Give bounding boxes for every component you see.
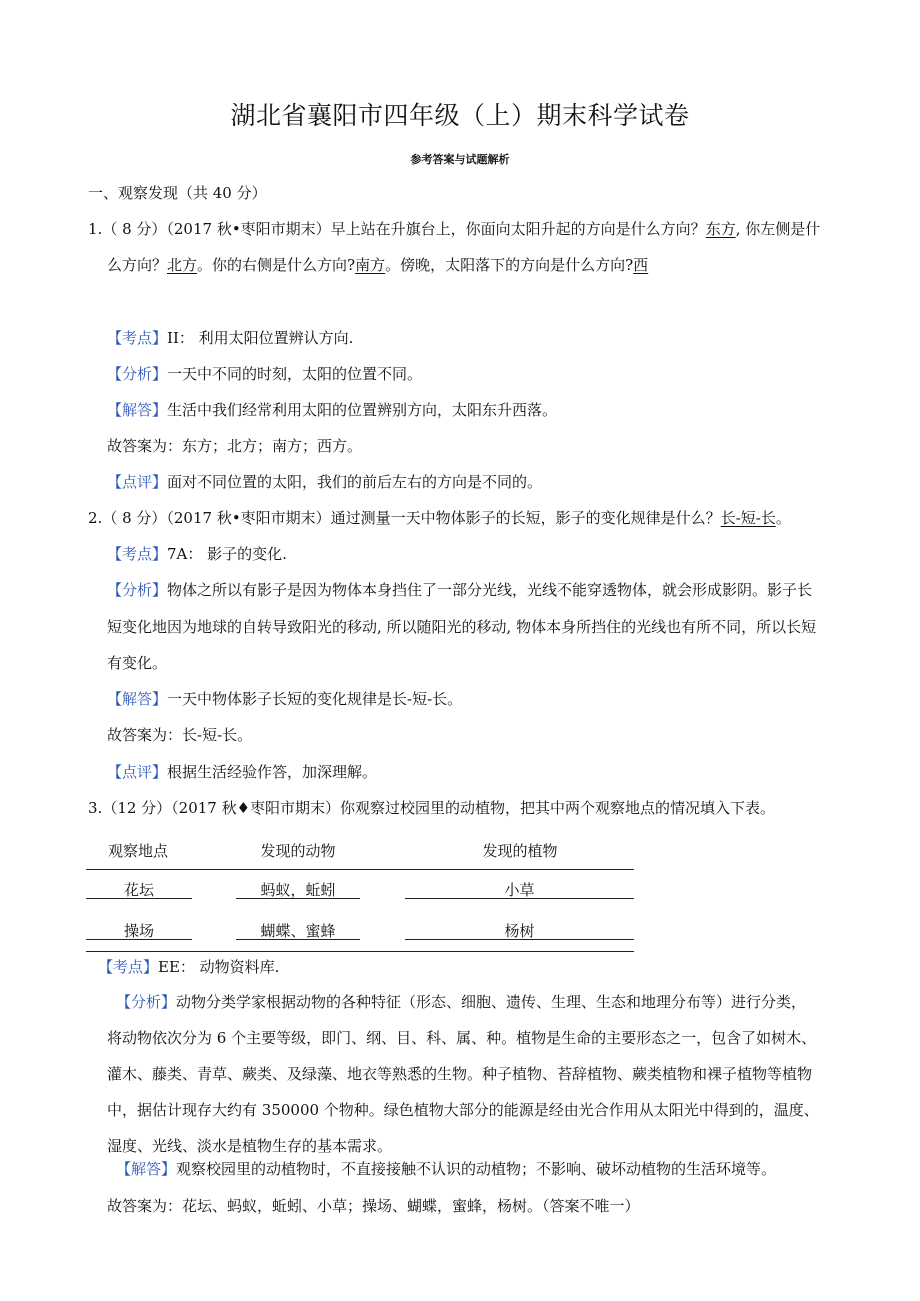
table-cell: 蚂蚁，蚯蚓 [260, 881, 336, 899]
jieda-tag: 【解答】 [107, 690, 168, 708]
dianping-line: 【点评】面对不同位置的太阳，我们的前后左右的方向是不同的。 [107, 473, 543, 491]
table-rule [86, 951, 634, 952]
fenxi-line: 【分析】动物分类学家根据动物的各种特征（形态、细胞、遗传、生理、生态和地理分布等）进行分类， [116, 993, 807, 1011]
answer-blank: 南方 [355, 256, 386, 274]
table-rule [405, 939, 634, 940]
question-2-line-1: 2.（ 8 分）（2017 秋•枣阳市期末）通过测量一天中物体影子的长短，影子的变化规律是什么？长-短-长。 [88, 509, 791, 527]
dianping-line: 【点评】根据生活经验作答，加深理解。 [107, 763, 378, 781]
answer-line: 故答案为：花坛、蚂蚁，蚯蚓、小草；操场、蝴蝶，蜜蜂，杨树。（答案不唯一） [107, 1197, 640, 1215]
question-1-line-2: 么方向？北方。你的右侧是什么方向?南方。傍晚，太阳落下的方向是什么方向?西 [107, 256, 649, 274]
table-cell: 小草 [504, 881, 535, 899]
fenxi-tag: 【分析】 [107, 581, 168, 599]
question-number: 2. [88, 509, 103, 527]
dianping-tag: 【点评】 [107, 473, 168, 491]
jieda-line: 【解答】观察校园里的动植物时，不直接接触不认识的动植物；不影响、破坏动植物的生活环境等。 [116, 1160, 777, 1178]
table-cell: 蝴蝶、蜜蜂 [260, 922, 336, 940]
table-rule [86, 939, 192, 940]
table-header: 观察地点 [107, 842, 168, 860]
kaodian-line: 【考点】II： 利用太阳位置辨认方向. [107, 329, 354, 347]
jieda-tag: 【解答】 [107, 401, 168, 419]
question-number: 1. [88, 220, 103, 238]
table-cell: 花坛 [123, 881, 154, 899]
fenxi-line-5: 湿度、光线、淡水是植物生存的基本需求。 [107, 1137, 393, 1155]
answer-blank: 西 [633, 256, 649, 274]
fenxi-line-3: 灌木、藤类、青草、蕨类、及绿藻、地衣等熟悉的生物。种子植物、苔辞植物、蕨类植物和裸子植物等植物 [107, 1065, 813, 1083]
kaodian-line: 【考点】7A： 影子的变化. [107, 545, 287, 563]
table-rule [86, 898, 192, 899]
table-cell: 杨树 [504, 922, 535, 940]
page-subtitle: 参考答案与试题解析 [410, 153, 510, 166]
jieda-tag: 【解答】 [116, 1160, 177, 1178]
table-rule [236, 898, 360, 899]
kaodian-line: 【考点】EE： 动物资料库. [98, 958, 280, 976]
fenxi-line: 【分析】一天中不同的时刻，太阳的位置不同。 [107, 365, 423, 383]
table-header: 发现的植物 [482, 842, 558, 860]
fenxi-line: 【分析】物体之所以有影子是因为物体本身挡住了一部分光线，光线不能穿透物体，就会形成影阴。影子长 [107, 581, 813, 599]
kaodian-tag: 【考点】 [98, 958, 159, 976]
answer-blank: 长-短-长 [720, 509, 776, 527]
kaodian-tag: 【考点】 [107, 329, 168, 347]
answer-line: 故答案为：长-短-长。 [107, 726, 253, 744]
fenxi-line-2: 短变化地因为地球的自转导致阳光的移动, 所以随阳光的移动, 物体本身所挡住的光线也有所不同，所以长短 [107, 618, 817, 636]
fenxi-line-3: 有变化。 [107, 654, 168, 672]
jieda-line: 【解答】一天中物体影子长短的变化规律是长-短-长。 [107, 690, 463, 708]
table-rule [236, 939, 360, 940]
table-rule [86, 869, 634, 870]
section-heading: 一、观察发现（共 40 分） [88, 184, 267, 202]
question-number: 3. [88, 799, 103, 817]
jieda-line: 【解答】生活中我们经常利用太阳的位置辨别方向，太阳东升西落。 [107, 401, 558, 419]
dianping-tag: 【点评】 [107, 763, 168, 781]
fenxi-line-4: 中，据估计现存大约有 350000 个物种。绿色植物大部分的能源是经由光合作用从太阳光中得到的，温度、 [107, 1101, 819, 1119]
question-1-line-1: 1.（ 8 分）（2017 秋•枣阳市期末）早上站在升旗台上，你面向太阳升起的方向是什么方向？东方, 你左侧是什 [88, 220, 821, 238]
table-rule [405, 898, 634, 899]
fenxi-tag: 【分析】 [116, 993, 177, 1011]
fenxi-tag: 【分析】 [107, 365, 168, 383]
answer-line: 故答案为：东方；北方；南方；西方。 [107, 437, 363, 455]
table-header: 发现的动物 [260, 842, 336, 860]
fenxi-line-2: 将动物依次分为 6 个主要等级，即门、纲、目、科、属、种。植物是生命的主要形态之一，包含了如树木、 [107, 1029, 817, 1047]
page-title: 湖北省襄阳市四年级（上）期末科学试卷 [230, 101, 690, 130]
answer-blank: 东方 [705, 220, 736, 238]
table-cell: 操场 [123, 922, 154, 940]
answer-blank: 北方 [167, 256, 198, 274]
kaodian-tag: 【考点】 [107, 545, 168, 563]
question-3-line-1: 3.（12 分）（2017 秋♦枣阳市期末）你观察过校园里的动植物，把其中两个观察地点的情况填入下表。 [88, 799, 776, 817]
